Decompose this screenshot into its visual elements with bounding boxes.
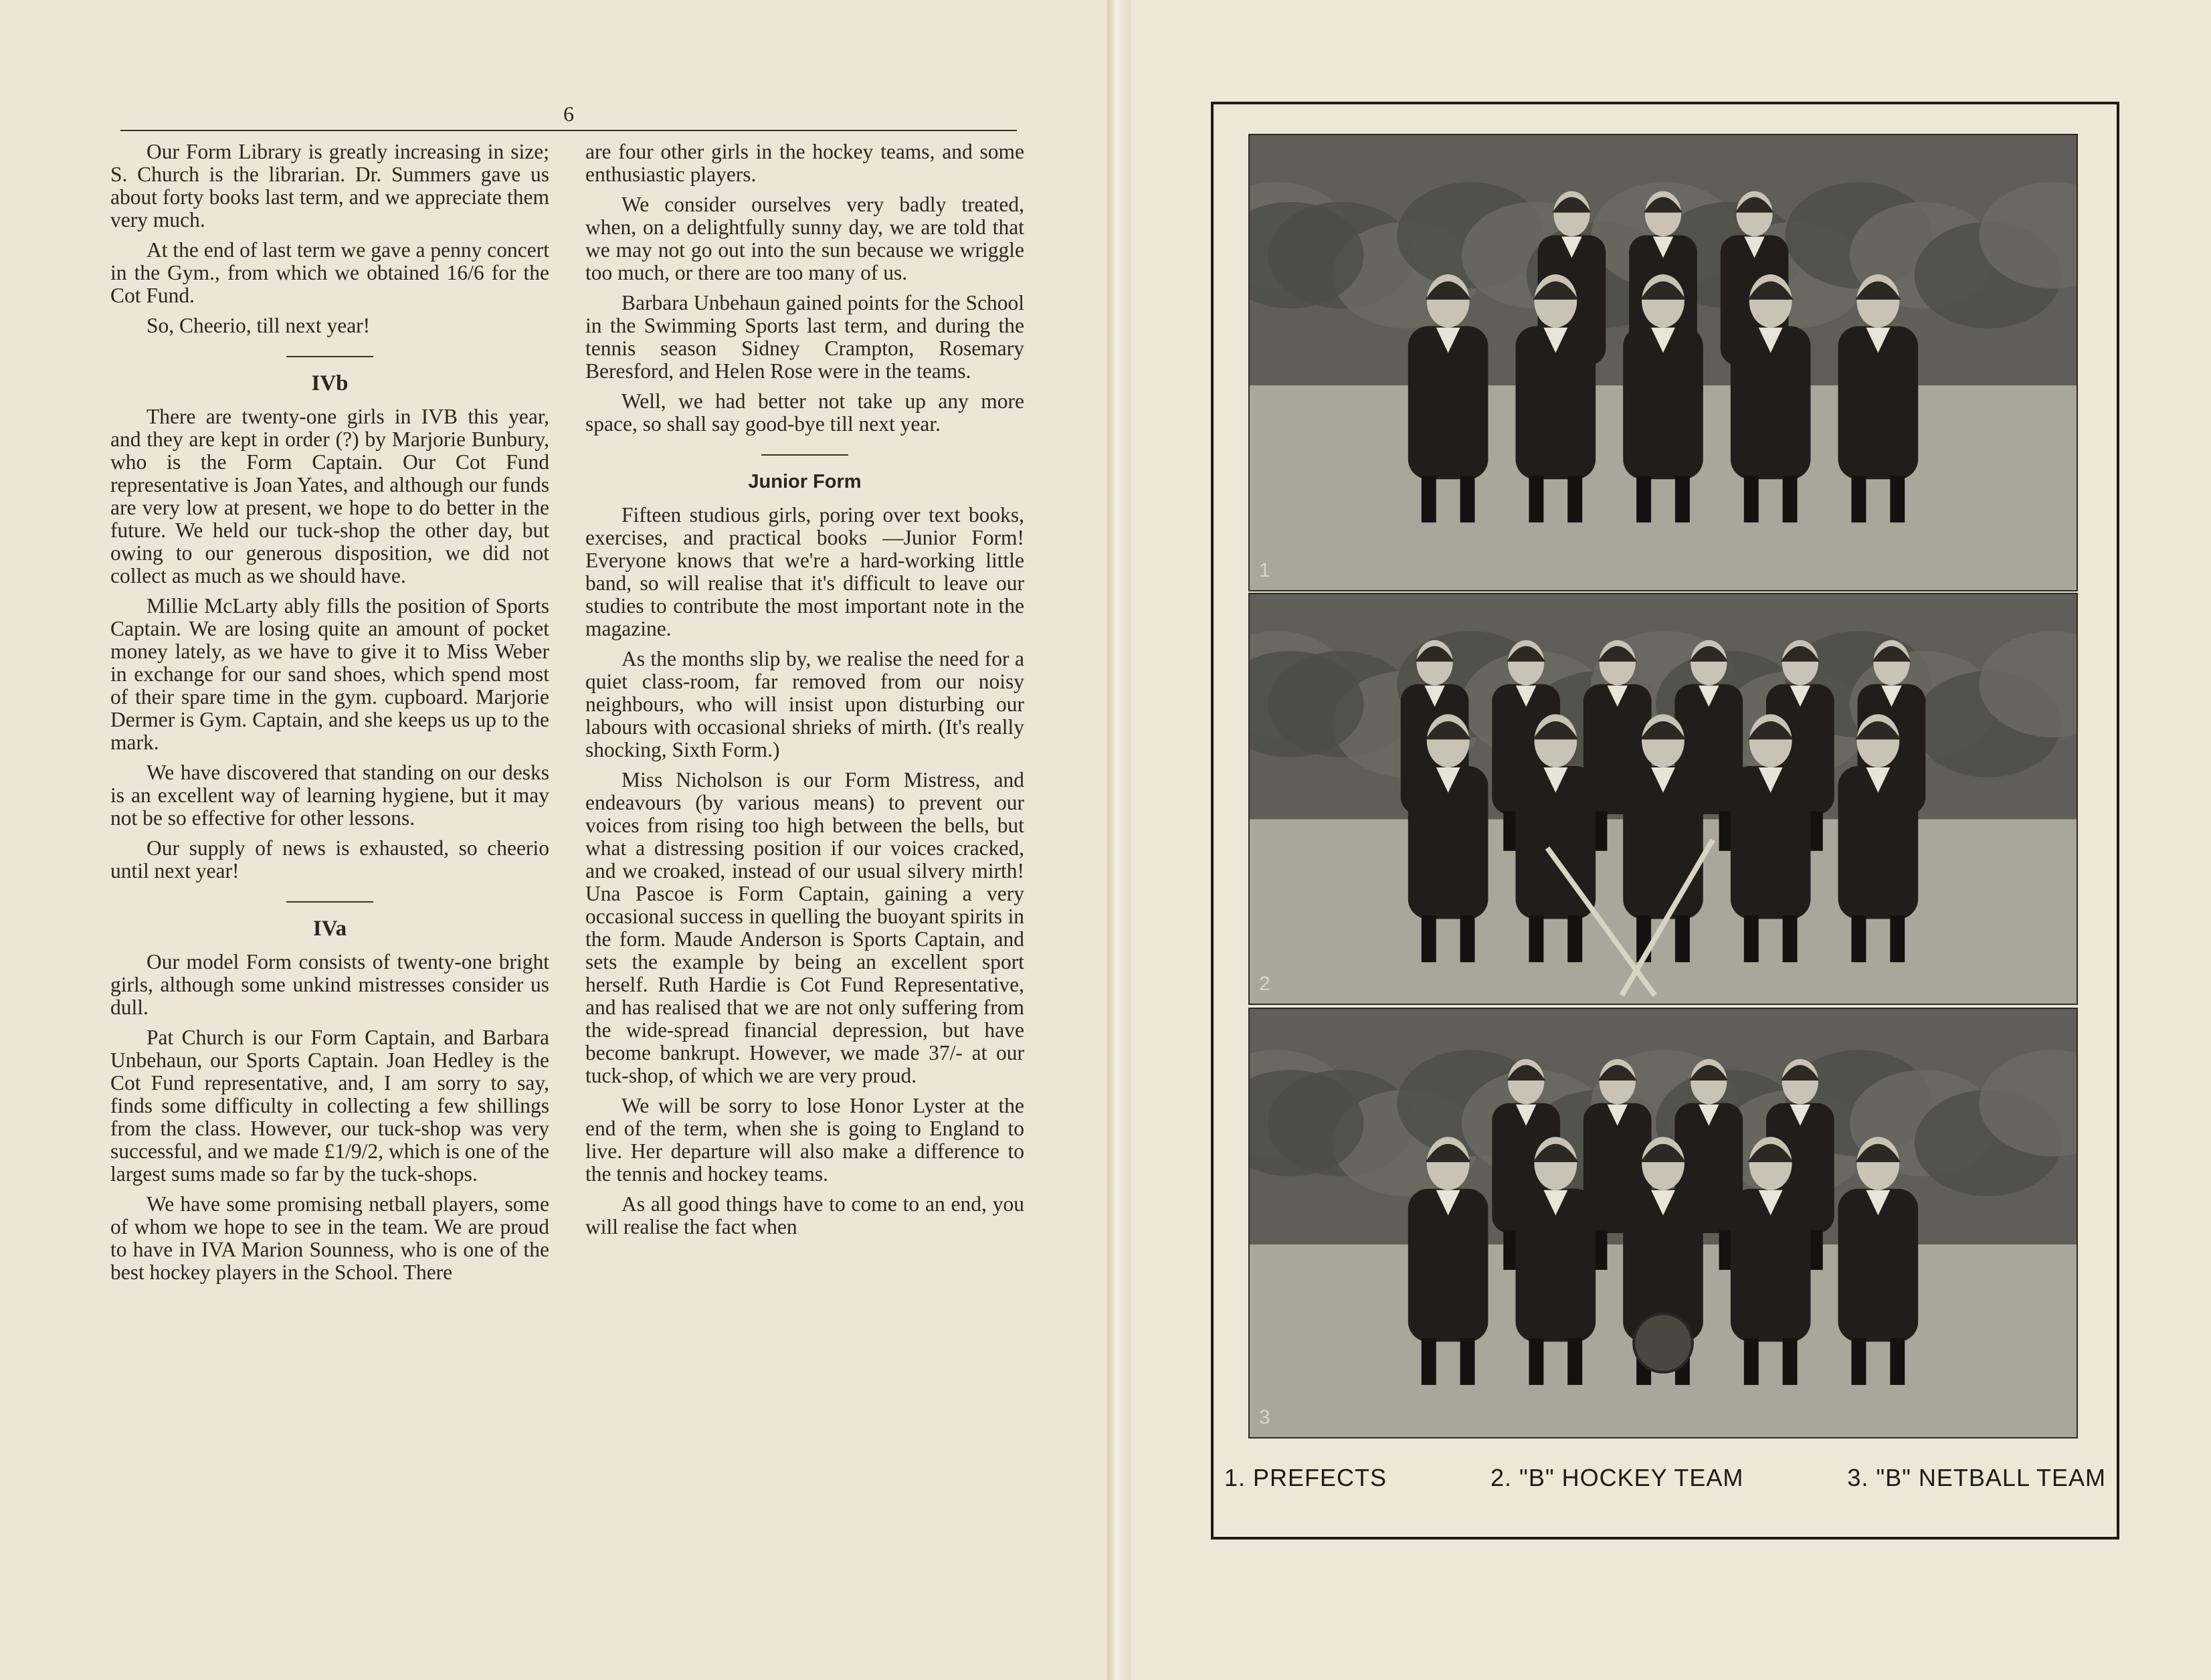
photo-hockey-team-image [1250, 594, 2077, 1004]
photo-person-leg [1460, 1338, 1475, 1385]
photo-person-leg [1529, 916, 1543, 963]
photo-person-leg [1851, 916, 1866, 963]
photo-person-leg [1675, 916, 1690, 963]
photo-person-leg [1595, 1230, 1608, 1270]
section-heading: IVb [311, 371, 349, 395]
paragraph: So, Cheerio, till next year! [147, 314, 371, 337]
photo-person-leg [1567, 916, 1582, 963]
photo-person-leg [1890, 1338, 1905, 1385]
paragraph: There are twenty-one girls in IVB this year, and they are kept in order (?) by Marjorie Bunbury, who is the Form Captain. Our Cot Fund representative is Joan Yates, and although our funds are very low at present, we hope to do better in the future. We held our tuck-shop the other day, but owing to our generous disposition, we did not collect as much as we should have. [110, 405, 549, 587]
photo-person-leg [1890, 476, 1905, 523]
photo-person-leg [1851, 476, 1866, 523]
photo-person-leg [1529, 1338, 1543, 1385]
photo-captions [1224, 1464, 2106, 1492]
section-divider [761, 454, 848, 456]
left-text-column [110, 141, 549, 1291]
paragraph: Our model Form consists of twenty-one bright girls, although some unkind mistresses consider us dull. [110, 950, 549, 1019]
photo-person-leg [1719, 812, 1732, 851]
paragraph: We will be sorry to lose Honor Lyster at the end of the term, when she is going to England to live. Her departure will also make a difference to the tennis and hockey teams. [585, 1094, 1024, 1186]
photo-person-leg [1422, 916, 1436, 963]
caption-hockey-team: 2. "B" HOCKEY TEAM [1491, 1464, 1744, 1491]
photo-person-leg [1460, 476, 1475, 523]
paragraph: Pat Church is our Form Captain, and Barbara Unbehaun, our Sports Captain. Joan Hedley is the Cot Fund representative, and, I am sorry to say, finds some difficulty in collecting a few shillings from the class. However, our tuck-shop was very successful, and we made £1/9/2, which is one of the largest sums made so far by the tuck-shops. [110, 1026, 549, 1186]
photo-person-leg [1810, 1230, 1823, 1270]
paragraph: We have discovered that standing on our desks is an excellent way of learning hygiene, but it may not be so effective for other lessons. [110, 761, 549, 830]
photo-person-leg [1567, 476, 1582, 523]
photo-person-leg [1422, 476, 1436, 523]
paragraph: Our supply of news is exhausted, so cheerio until next year! [110, 836, 549, 882]
paragraph: Fifteen studious girls, poring over text books, exercises, and practical books —Junior Form! Everyone knows that we're a hard-working little band, so will realise that it's difficult to leave our studies to contribute the most important note in the magazine. [585, 503, 1024, 640]
photo-person-leg [1460, 916, 1475, 963]
photo-netball-team-image [1250, 1009, 2077, 1437]
photo-person-leg [1675, 476, 1690, 523]
photo-person-leg [1636, 476, 1651, 523]
paragraph: Millie McLarty ably fills the position of Sports Captain. We are losing quite an amount of pocket money lately, as we have to give it to Miss Weber in exchange for our sand shoes, which spend most of their spare time in the gym. cupboard. Marjorie Dermer is Gym. Captain, and she keeps us up to the mark. [110, 594, 549, 754]
photo-prefects [1248, 134, 2078, 591]
paragraph: Our Form Library is greatly increasing in size; S. Church is the librarian. Dr. Summers gave us about forty books last term, and we appreciate them very much. [110, 140, 549, 231]
photo-number: 1 [1259, 559, 1270, 581]
paragraph: are four other girls in the hockey teams, and some enthusiastic players. [585, 140, 1024, 186]
photo-prefects-image [1250, 135, 2077, 590]
photo-person-leg [1744, 1338, 1759, 1385]
photo-person-leg [1783, 916, 1798, 963]
photo-person-leg [1529, 476, 1543, 523]
photo-person-leg [1503, 1230, 1516, 1270]
photo-netball-team [1248, 1008, 2078, 1438]
photo-person-leg [1810, 812, 1823, 851]
section-heading: Junior Form [748, 471, 862, 492]
photo-person-leg [1744, 916, 1759, 963]
paragraph: As all good things have to come to an end, you will realise the fact when [585, 1192, 1024, 1238]
photo-person-leg [1783, 476, 1798, 523]
caption-prefects: 1. PREFECTS [1224, 1464, 1387, 1491]
photo-person-leg [1851, 1338, 1866, 1385]
paragraph: Miss Nicholson is our Form Mistress, and endeavours (by various means) to prevent our voices from rising too high between the bells, but what a distressing position if our voices cracked, and we croaked, instead of our usual silvery mirth! Una Pascoe is Form Captain, gaining a very occasional success in quelling the buoyant spirits in the form. Maude Anderson is Sports Captain, and sets the example by being an excellent sport herself. Ruth Hardie is Cot Fund Representative, and has realised that we are not only suffering from the wide-spread financial depression, but have become bankrupt. However, we made 37/- at our tuck-shop, of which we are very proud. [585, 768, 1024, 1087]
photo-number: 2 [1259, 973, 1270, 995]
paragraph: We consider ourselves very badly treated, when, on a delightfully sunny day, we are told that we may not go out into the sun because we wriggle too much, or there are too many of us. [585, 193, 1024, 284]
section-divider [286, 356, 373, 357]
netball [1634, 1313, 1693, 1372]
photo-person-leg [1567, 1338, 1582, 1385]
section-divider [286, 901, 373, 903]
photo-hockey-team [1248, 593, 2078, 1005]
paragraph: Barbara Unbehaun gained points for the School in the Swimming Sports last term, and during the tennis season Sidney Crampton, Rosemary Beresford, and Helen Rose were in the teams. [585, 291, 1024, 383]
paragraph: As the months slip by, we realise the need for a quiet class-room, far removed from our noisy neighbours, who will insist upon disturbing our labours with occasional shrieks of mirth. (It's really shocking, Sixth Form.) [585, 647, 1024, 761]
right-text-column [585, 141, 1024, 1246]
page-number: 6 [120, 100, 1017, 131]
photo-person-leg [1783, 1338, 1798, 1385]
paragraph: We have some promising netball players, some of whom we hope to see in the team. We are proud to have in IVA Marion Sounness, who is one of the best hockey players in the School. There [110, 1192, 549, 1284]
section-heading: IVa [312, 917, 347, 941]
photo-person-leg [1719, 1230, 1732, 1270]
paragraph: At the end of last term we gave a penny concert in the Gym., from which we obtained 16/6 for the Cot Fund. [110, 238, 549, 307]
caption-netball-team: 3. "B" NETBALL TEAM [1847, 1464, 2106, 1491]
photo-person-leg [1422, 1338, 1436, 1385]
photo-person-leg [1890, 916, 1905, 963]
photo-number: 3 [1259, 1406, 1270, 1428]
paragraph: Well, we had better not take up any more space, so shall say good-bye till next year. [585, 389, 1024, 436]
photo-person-leg [1744, 476, 1759, 523]
photo-person-leg [1503, 812, 1516, 851]
photo-person-leg [1595, 812, 1608, 851]
book-gutter [1107, 0, 1131, 1680]
